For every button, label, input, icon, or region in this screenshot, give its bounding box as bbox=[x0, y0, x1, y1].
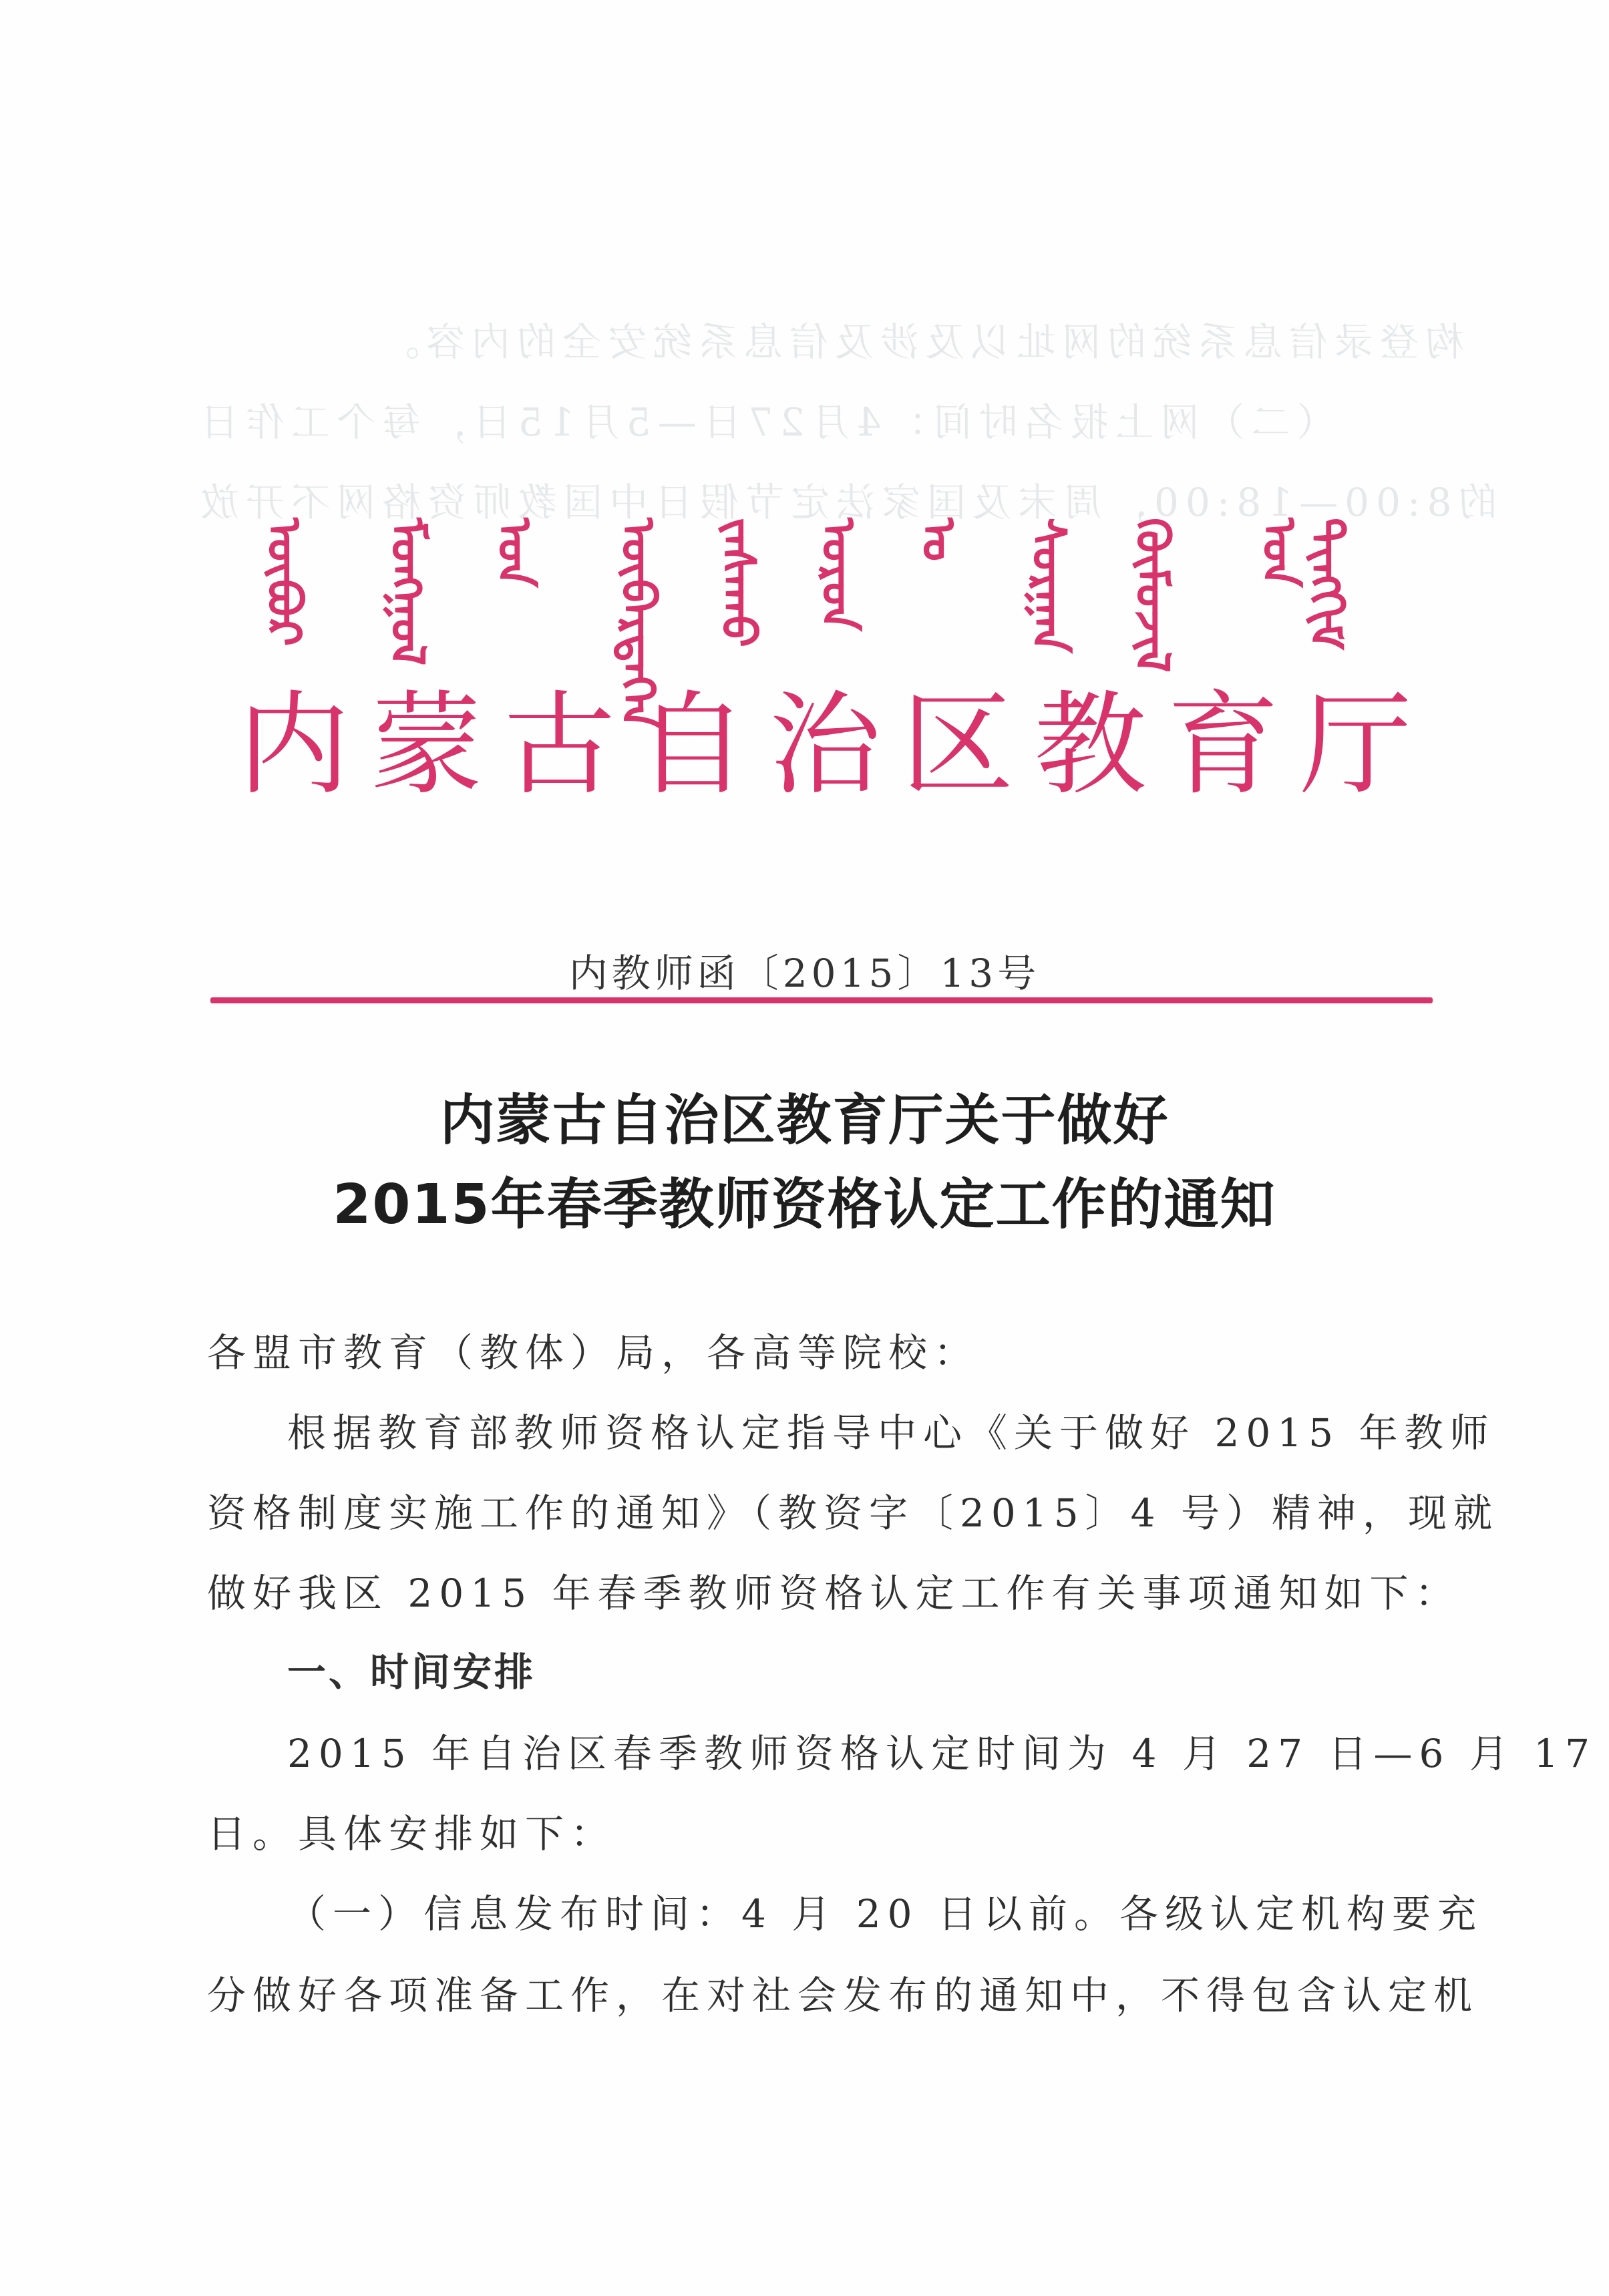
bleed-through-text: 构登录信息系统的网址以及涉及信息系统安全的内容。 bbox=[374, 319, 1465, 365]
letterhead-char: 内 bbox=[238, 679, 350, 810]
body-line: 根据教育部教师资格认定指导中心《关于做好 2015 年教师 bbox=[287, 1410, 1495, 1456]
notice-title-line-2: 2015年春季教师资格认定工作的通知 bbox=[333, 1173, 1276, 1237]
mongolian-word: ᠵᠠᠰᠠᠬᠤ bbox=[711, 518, 765, 648]
body-line: 2015 年自治区春季教师资格认定时间为 4 月 27 日—6 月 17 bbox=[287, 1731, 1597, 1776]
notice-title-line-1: 内蒙古自治区教育厅关于做好 bbox=[439, 1089, 1170, 1152]
mongolian-word: ᠮᠣᠩᠭᠣᠯ bbox=[380, 518, 435, 666]
mongolian-word: ᠥᠪᠦᠷ bbox=[256, 518, 311, 647]
body-line: 日。具体安排如下： bbox=[207, 1811, 616, 1856]
body-line: （一）信息发布时间：4 月 20 日以前。各级认定机构要充 bbox=[287, 1891, 1483, 1937]
bleed-through-text: 的8:00—18:00，周末及国家法定节假日中国教师资格网不开放 bbox=[194, 480, 1497, 525]
mongolian-word: ᠤᠨ bbox=[487, 518, 542, 588]
mongolian-word: ᠥᠪᠡᠷᠲᠡᠭᠡᠨ bbox=[610, 518, 665, 729]
body-line: 分做好各项准备工作，在对社会发布的通知中，不得包含认定机 bbox=[207, 1973, 1479, 2018]
salutation: 各盟市教育（教体）局，各高等院校： bbox=[207, 1330, 980, 1375]
letterhead-title bbox=[234, 679, 1416, 810]
letterhead-char: 区 bbox=[901, 679, 1014, 810]
mongolian-word: ᠤ bbox=[911, 518, 966, 562]
document-number: 内教师函〔2015〕13号 bbox=[568, 951, 1041, 996]
letterhead-char: 治 bbox=[769, 679, 881, 810]
red-divider-line bbox=[210, 997, 1433, 1003]
letterhead-char: 古 bbox=[503, 679, 616, 810]
mongolian-word: ᠰᠤᠷᠭᠠᠨ bbox=[1021, 518, 1076, 653]
body-line: 资格制度实施工作的通知》（教资字〔2015〕4 号）精神，现就 bbox=[207, 1490, 1499, 1536]
mongolian-word: ᠣᠷᠣᠨ bbox=[811, 518, 866, 631]
bleed-through-text: （二）网上报名时间：4月27日—5月15日，每个工作日 bbox=[194, 399, 1336, 445]
letterhead-char: 自 bbox=[636, 679, 749, 810]
letterhead-char: 教 bbox=[1034, 679, 1147, 810]
mongolian-word: ᠤᠨ ᠲᠢᠩᠬᠢᠮ bbox=[1252, 518, 1353, 650]
body-line: 做好我区 2015 年春季教师资格认定工作有关事项通知如下： bbox=[207, 1571, 1461, 1616]
letterhead-char: 厅 bbox=[1300, 679, 1412, 810]
mongolian-word: ᠬᠦᠮᠦᠵᠢᠯ bbox=[1125, 518, 1180, 673]
letterhead-char: 蒙 bbox=[370, 679, 483, 810]
letterhead-char: 育 bbox=[1167, 679, 1280, 810]
section-heading: 一、时间安排 bbox=[287, 1649, 536, 1695]
